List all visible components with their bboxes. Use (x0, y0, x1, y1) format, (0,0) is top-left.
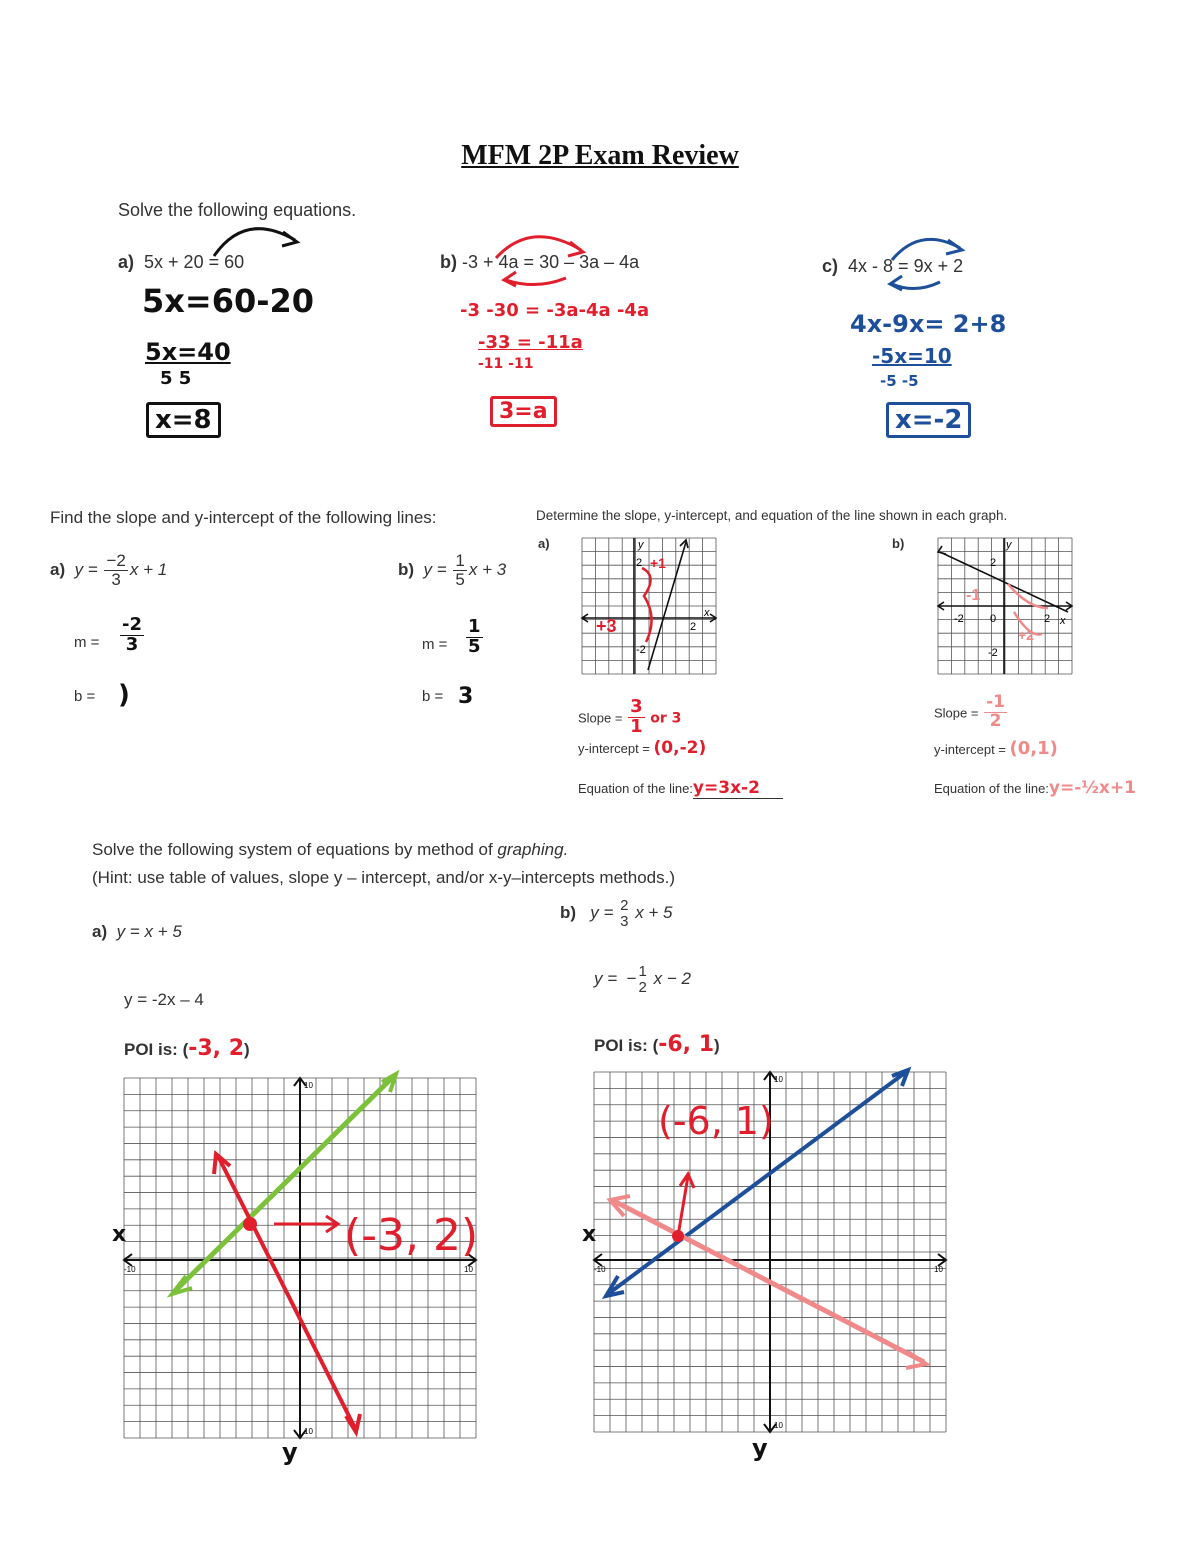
sec3-b-slope: Slope = $\frac{-1}{2}$ (934, 692, 1005, 731)
sec1-a-arrow-icon (200, 216, 310, 266)
sec3-b-tick-y2: 2 (990, 557, 997, 569)
sec1-c-answer: x=-2 (886, 402, 971, 438)
sec1-c-arrows-icon (880, 230, 970, 296)
sec1-a-label: a) (118, 252, 135, 272)
sec4-a-graph-note: (-3, 2) (344, 1210, 479, 1261)
sec4-b-graph (594, 1072, 946, 1432)
sec1-a-step2-den: 5 5 (160, 368, 192, 389)
sec2-b-m-value: $\frac{1}{5}$ (468, 616, 481, 657)
sec3-a-yint: y-intercept = (0,-2) (578, 738, 707, 758)
sec3-b-tick-x0: 0 (990, 613, 997, 625)
sec3-a-slope: Slope = $\frac{3}{1}$ or 3 (578, 696, 682, 737)
sec3-b-tick-x2: 2 (1044, 613, 1051, 625)
sec3-a-axis-x: x (704, 607, 710, 619)
sec4-b-eq1: b) y = 2 3 x + 5 (560, 897, 673, 930)
sec4-a-tick-y10: 10 (304, 1081, 313, 1090)
sec3-b-yint: y-intercept = (0,1) (934, 738, 1058, 759)
sec3-b-slope-den: 2 (989, 710, 1002, 731)
sec1-a-step1: 5x=60-20 (142, 282, 315, 320)
sec4-b-axis-y: y (752, 1434, 768, 1462)
sec1-c-step1: 4x-9x= 2+8 (850, 310, 1007, 338)
sec3-a-tick-yn2: -2 (636, 644, 646, 656)
sec3-a-rise-note: +3 (596, 616, 617, 636)
sec4-a-tick-xn10: -10 (124, 1265, 136, 1274)
sec4-a-eq1: a) y = x + 5 (92, 922, 182, 941)
sec3-b-axis-y: y (1006, 539, 1012, 551)
sec3-b-eq: Equation of the line:y=-½x+1 (934, 778, 1136, 798)
sec3-a-slope-num: 3 (630, 696, 643, 717)
sec4-b-tick-y10: 10 (774, 1075, 783, 1084)
sec2-b-frac: $\frac{1}{5}$ (455, 551, 465, 589)
sec4-a-tick-x10: 10 (464, 1265, 473, 1274)
sec4-b-tick-x10: 10 (934, 1265, 943, 1274)
sec2-b-equation: b) y = $\frac{1}{5}$ x + 3 (398, 551, 507, 589)
sec4-b-poi-val: -6, 1 (658, 1032, 714, 1057)
sec1-b-label: b) (440, 252, 457, 272)
sec3-b-graph (938, 538, 1072, 674)
sec3-a-label: a) (538, 536, 550, 551)
sec1-b-step2: -33 = -11a (478, 332, 583, 353)
sec2-b-b-label: b = (422, 688, 444, 705)
sec1-b-eq: -3 + 4a = 30 – 3a – 4a (462, 252, 640, 272)
sec4-b-tick-yn10: 10 (774, 1421, 783, 1430)
sec4-b-eq2: y = − 1 2 x − 2 (594, 963, 691, 996)
sec1-c-step2-den: -5 -5 (880, 372, 919, 390)
sec4-a-poi-val: -3, 2 (188, 1036, 244, 1061)
sec2-a-b-value: ) (118, 680, 130, 710)
sec4-b-arrow-icon (678, 1174, 694, 1236)
sec2-instruction: Find the slope and y-intercept of the following lines: (50, 508, 437, 527)
sec4-a-poi: POI is: (-3, 2) (124, 1036, 250, 1061)
sec3-b-tick-yn2: -2 (988, 647, 998, 659)
page-title: MFM 2P Exam Review (461, 140, 739, 171)
sec4-a-poi-point (243, 1217, 257, 1231)
sec3-a-axis-y: y (638, 539, 644, 551)
sec2-b-m-label: m = (422, 636, 448, 653)
sec4-a-axis-y: y (282, 1438, 298, 1466)
sec3-a-yint-val: (0,-2) (653, 738, 707, 758)
sec3-b-run-note: +2 (1018, 627, 1034, 643)
sec2-a-m-value: $\frac{-2}{3}$ (122, 614, 142, 655)
sec3-b-tick-xn2: -2 (954, 613, 964, 625)
sec4-b-graph-note: (-6, 1) (658, 1099, 774, 1143)
sec3-a-tick-x2: 2 (690, 621, 697, 633)
sec3-b-slope-num: -1 (986, 692, 1005, 712)
sec1-instruction: Solve the following equations. (118, 200, 357, 220)
sec1-c-label: c) (822, 256, 839, 276)
sec1-a-answer: x=8 (146, 402, 221, 438)
sec1-b-answer: 3=a (490, 396, 557, 427)
sec4-b-line2 (612, 1200, 924, 1362)
sec4-b-tick-xn10: -10 (594, 1265, 606, 1274)
sec3-a-graph (582, 538, 716, 674)
sec3-b-eq-val: y=-½x+1 (1048, 778, 1136, 798)
sec3-b-axis-x: x (1060, 615, 1066, 627)
sec1-b-step2-den: -11 -11 (478, 356, 534, 372)
sec2-a-frac: $\frac{-2}{3}$ (106, 551, 126, 589)
sec3-a-tick-y2: 2 (636, 557, 643, 569)
sec1-c-step2: -5x=10 (872, 344, 952, 368)
sec3-b-rise-note: -1 (966, 587, 981, 604)
sec2-a-equation: a) y = $\frac{-2}{3}$ x + 1 (50, 551, 168, 589)
sec3-a-run-note: +1 (650, 555, 666, 571)
sec3-b-label: b) (892, 536, 905, 551)
sec1-c-eq: 4x - 8 = 9x + 2 (848, 256, 964, 276)
sec4-hint: (Hint: use table of values, slope y – intercept, and/or x-y–intercepts methods.) (92, 868, 676, 887)
sec3-b-yint-val: (0,1) (1009, 738, 1058, 759)
sec1-b-step1: -3 -30 = -3a-4a -4a (460, 300, 650, 321)
sec3-a-eq: Equation of the line:y=3x-2 (578, 778, 783, 799)
sec2-a-m-label: m = (74, 634, 100, 651)
sec2-a-b-label: b = (74, 688, 96, 705)
sec2-b-b-value: 3 (458, 684, 474, 709)
sec1-b-arrows-icon (486, 228, 596, 288)
sec3-a-eq-val: y=3x-2 (692, 778, 760, 798)
sec3-a-slope-alt: or 3 (650, 710, 682, 727)
sec1-a-step2: 5x=40 (145, 338, 231, 366)
sec4-a-graph (124, 1078, 479, 1438)
sec4-instruction: Solve the following system of equations by method of graphing. (92, 840, 569, 859)
sec4-b-poi: POI is: (-6, 1) (594, 1032, 720, 1057)
sec3-a-slope-den: 1 (630, 715, 643, 737)
sec1-a-eq: 5x + 20 = 60 (144, 252, 245, 272)
sec4-b-axis-x: x (582, 1222, 597, 1247)
sec4-a-tick-yn10: 10 (304, 1427, 313, 1436)
sec4-a-eq2: y = -2x – 4 (124, 990, 204, 1009)
sec4-a-axis-x: x (112, 1222, 127, 1247)
sec3-instruction: Determine the slope, y-intercept, and equation of the line shown in each graph. (536, 508, 1008, 523)
